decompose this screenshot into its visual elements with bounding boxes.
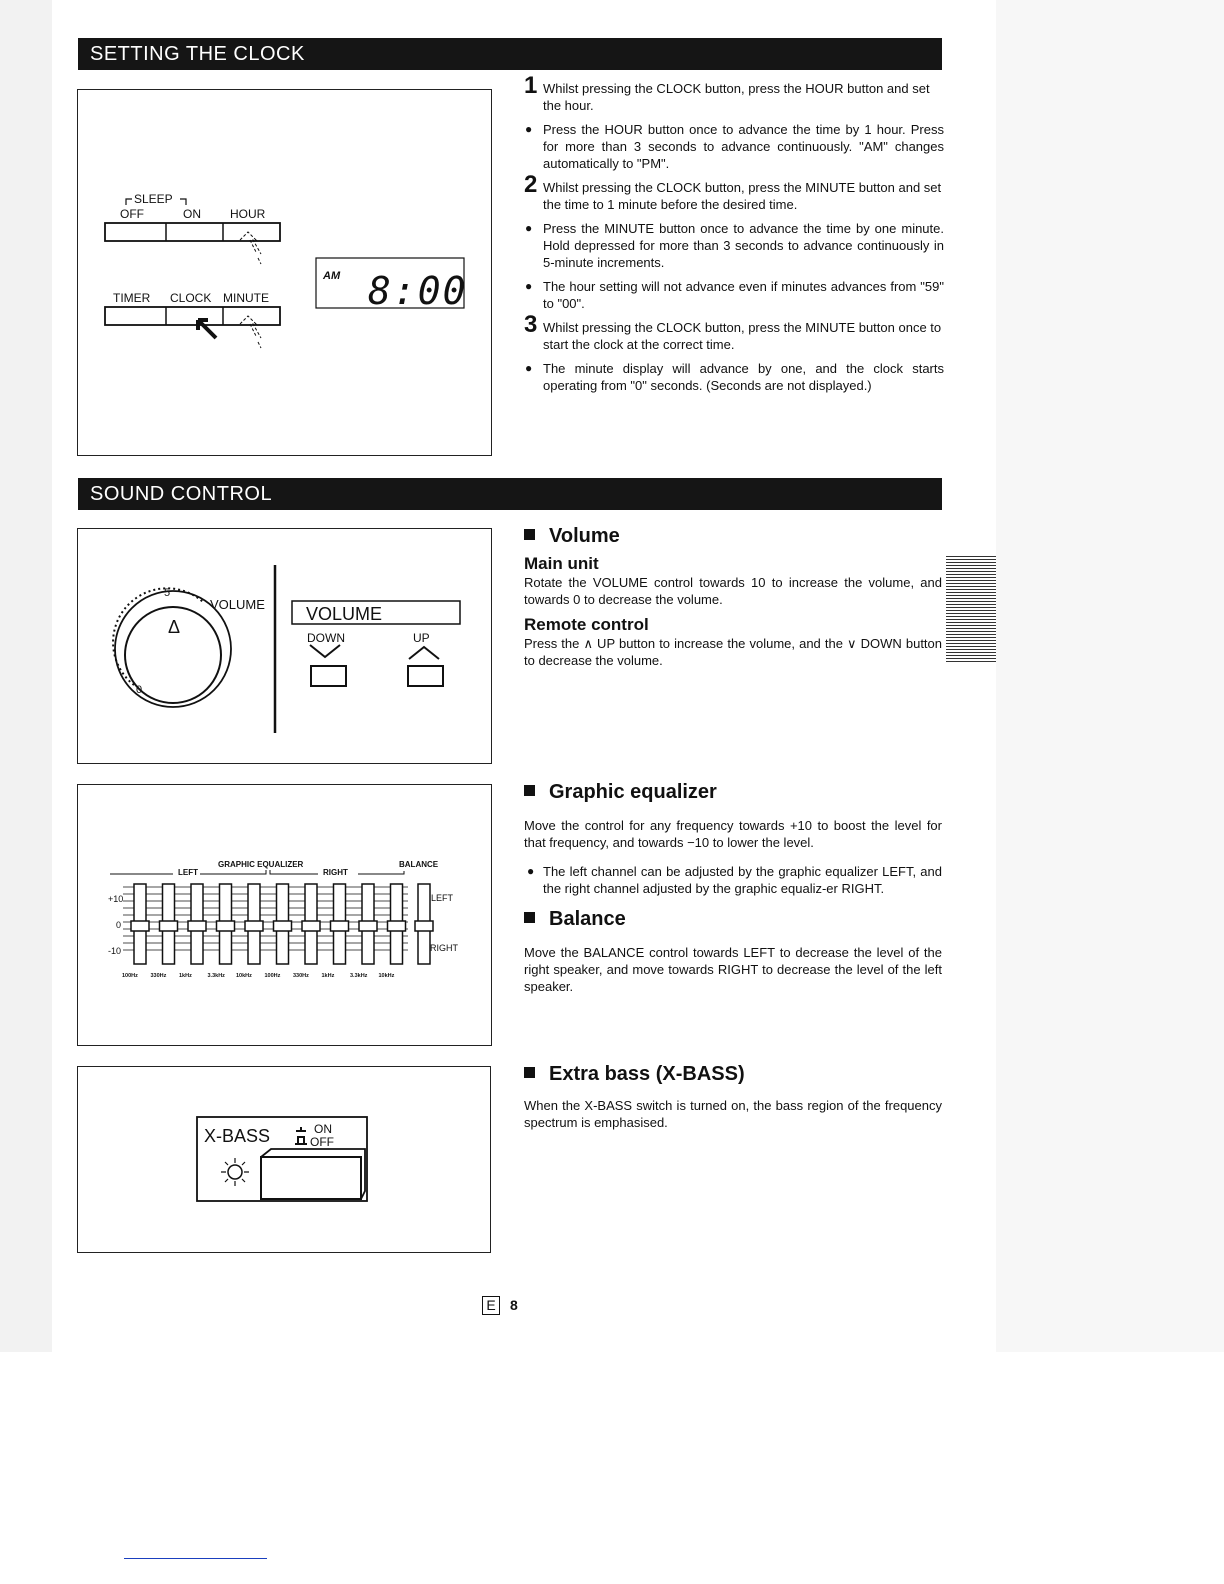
scan-margin-left xyxy=(0,0,52,1352)
xbass-label: X-BASS xyxy=(204,1126,271,1146)
down-button xyxy=(311,666,346,686)
up-label: UP xyxy=(413,631,430,645)
eq-freq-label-4: 3.3kHz xyxy=(207,973,225,979)
timer-minute-button-row xyxy=(105,307,280,325)
main-unit-title: Main unit xyxy=(524,554,599,573)
equalizer-diagram-box xyxy=(77,784,492,1046)
eq-slider-knob-9 xyxy=(359,921,377,931)
clock-instructions xyxy=(522,72,944,401)
balance-text: Move the BALANCE control towards LEFT to decrease the level of the right speaker, and move towards RIGHT to decrease the level of the left speaker. xyxy=(524,945,942,994)
off-label: OFF xyxy=(120,207,144,221)
eq-bracket xyxy=(110,870,404,874)
xbass-diagram-box xyxy=(77,1066,491,1253)
eq-freq-label-6: 100Hz xyxy=(264,973,281,979)
balance-slider-knob xyxy=(415,921,433,931)
remote-volume-label: VOLUME xyxy=(306,604,383,624)
am-indicator: AM xyxy=(323,270,341,282)
on-label: ON xyxy=(183,207,201,221)
section-title-clock: SETTING THE CLOCK xyxy=(90,43,305,65)
section-header-sound xyxy=(78,478,942,510)
language-badge: E xyxy=(482,1296,500,1315)
eq-slider-knob-2 xyxy=(160,921,178,931)
equalizer-heading: Graphic equalizer xyxy=(524,784,942,801)
section-title-sound: SOUND CONTROL xyxy=(90,483,273,505)
volume-diagram xyxy=(78,529,490,762)
remote-control-text: Press the ∧ UP button to increase the volume, and the ∨ DOWN button to decrease the volume. xyxy=(524,636,942,668)
page-number: 8 xyxy=(510,1297,518,1313)
clock-label: CLOCK xyxy=(170,291,212,305)
volume-section xyxy=(524,525,942,677)
eq-freq-label-10: 10kHz xyxy=(378,973,395,979)
eq-left-label: LEFT xyxy=(178,868,198,877)
eq-slider-knob-3 xyxy=(188,921,206,931)
xbass-section xyxy=(524,1063,942,1139)
xbass-switch xyxy=(261,1157,361,1199)
down-chevron-icon xyxy=(310,645,340,657)
equalizer-diagram xyxy=(78,785,490,1044)
volume-diagram-box xyxy=(77,528,492,764)
equalizer-section xyxy=(524,781,942,1003)
xbass-off-label: OFF xyxy=(310,1135,334,1149)
step-3: 3 Whilst pressing the CLOCK button, press the MINUTE button once to start the clock at the correct time. xyxy=(524,311,942,352)
step-1: 1 Whilst pressing the CLOCK button, press the HOUR button and set the hour. xyxy=(524,72,930,113)
section-header-clock xyxy=(78,38,942,70)
eq-minus-label: -10 xyxy=(108,946,122,956)
eq-freq-label-7: 330Hz xyxy=(293,973,309,979)
remote-control-title: Remote control xyxy=(524,615,649,634)
xbass-heading: Extra bass (X-BASS) xyxy=(524,1066,942,1083)
knob-indicator-icon: Δ xyxy=(168,617,181,637)
clock-time-readout: 8:00 xyxy=(368,269,468,313)
volume-heading: Volume xyxy=(524,528,942,545)
xbass-on-label: ON xyxy=(314,1122,332,1136)
balance-heading: Balance xyxy=(524,911,942,928)
eq-slider-knob-7 xyxy=(302,921,320,931)
minute-label: MINUTE xyxy=(223,291,269,305)
eq-slider-knob-8 xyxy=(331,921,349,931)
equalizer-text: Move the control for any frequency towards +10 to boost the level for that frequency, and towards −10 to lower the level. xyxy=(524,818,942,850)
step-2: 2 Whilst pressing the CLOCK button, press the MINUTE button and set the time to 1 minute before the desired time. xyxy=(524,171,942,212)
sleep-hour-button-row xyxy=(105,223,280,241)
eq-title: GRAPHIC EQUALIZER xyxy=(218,860,304,869)
timer-label: TIMER xyxy=(113,291,151,305)
step-1-note: ● Press the HOUR button once to advance the time by 1 hour. Press for more than 3 seconds to advance continuously. "AM" changes automatically to "PM". xyxy=(522,121,944,172)
knob-min-label: 0 xyxy=(136,684,143,696)
eq-freq-label-8: 1kHz xyxy=(321,973,335,979)
eq-right-label: RIGHT xyxy=(323,868,348,877)
xbass-diagram xyxy=(78,1067,489,1251)
xbass-text: When the X-BASS switch is turned on, the bass region of the frequency spectrum is emphasised. xyxy=(524,1098,942,1130)
eq-balance-label: BALANCE xyxy=(399,860,439,869)
eq-freq-label-3: 1kHz xyxy=(179,973,192,979)
eq-slider-knob-6 xyxy=(274,921,292,931)
clock-diagram xyxy=(78,90,490,454)
eq-plus-label: +10 xyxy=(108,894,124,904)
step-2-note: ● Press the MINUTE button once to advance the time by one minute. Hold depressed for more than 3 seconds to advance continuously in 5-minute increments. xyxy=(522,220,944,271)
sleep-label: SLEEP xyxy=(134,192,173,206)
eq-freq-label-2: 330Hz xyxy=(150,973,167,979)
eq-slider-knob-4 xyxy=(217,921,235,931)
hour-label: HOUR xyxy=(230,207,266,221)
scan-margin-right xyxy=(996,0,1224,1352)
eq-freq-label-5: 10kHz xyxy=(236,973,252,979)
bottom-rule xyxy=(124,1558,267,1559)
main-unit-text: Rotate the VOLUME control towards 10 to increase the volume, and towards 0 to decrease the volume. xyxy=(524,575,942,607)
up-button xyxy=(408,666,443,686)
balance-left-label: LEFT xyxy=(431,893,454,903)
equalizer-note: ● The left channel can be adjusted by the graphic equalizer LEFT, and the right channel adjusted by the graphic equaliz-er RIGHT. xyxy=(524,863,942,897)
down-label: DOWN xyxy=(307,631,345,645)
step-3-note: ● The minute display will advance by one, and the clock starts operating from "0" seconds. (Seconds are not displayed.) xyxy=(522,360,944,394)
eq-slider-knob-10 xyxy=(388,921,406,931)
eq-zero-label: 0 xyxy=(116,920,122,930)
eq-slider-knob-5 xyxy=(245,921,263,931)
knob-mid-label: 5 xyxy=(164,587,171,599)
eq-slider-knob-1 xyxy=(131,921,149,931)
knob-label: VOLUME xyxy=(210,597,265,612)
eq-freq-label-9: 3.3kHz xyxy=(350,973,368,979)
page-footer xyxy=(482,1296,518,1315)
balance-right-label: RIGHT xyxy=(430,943,458,953)
page-tab-marker xyxy=(946,556,996,664)
up-chevron-icon xyxy=(409,647,439,659)
eq-freq-label-1: 100Hz xyxy=(122,973,138,979)
clock-diagram-box xyxy=(77,89,492,456)
step-2-note-2: ● The hour setting will not advance even if minutes advances from "59" to "00". xyxy=(522,278,944,312)
